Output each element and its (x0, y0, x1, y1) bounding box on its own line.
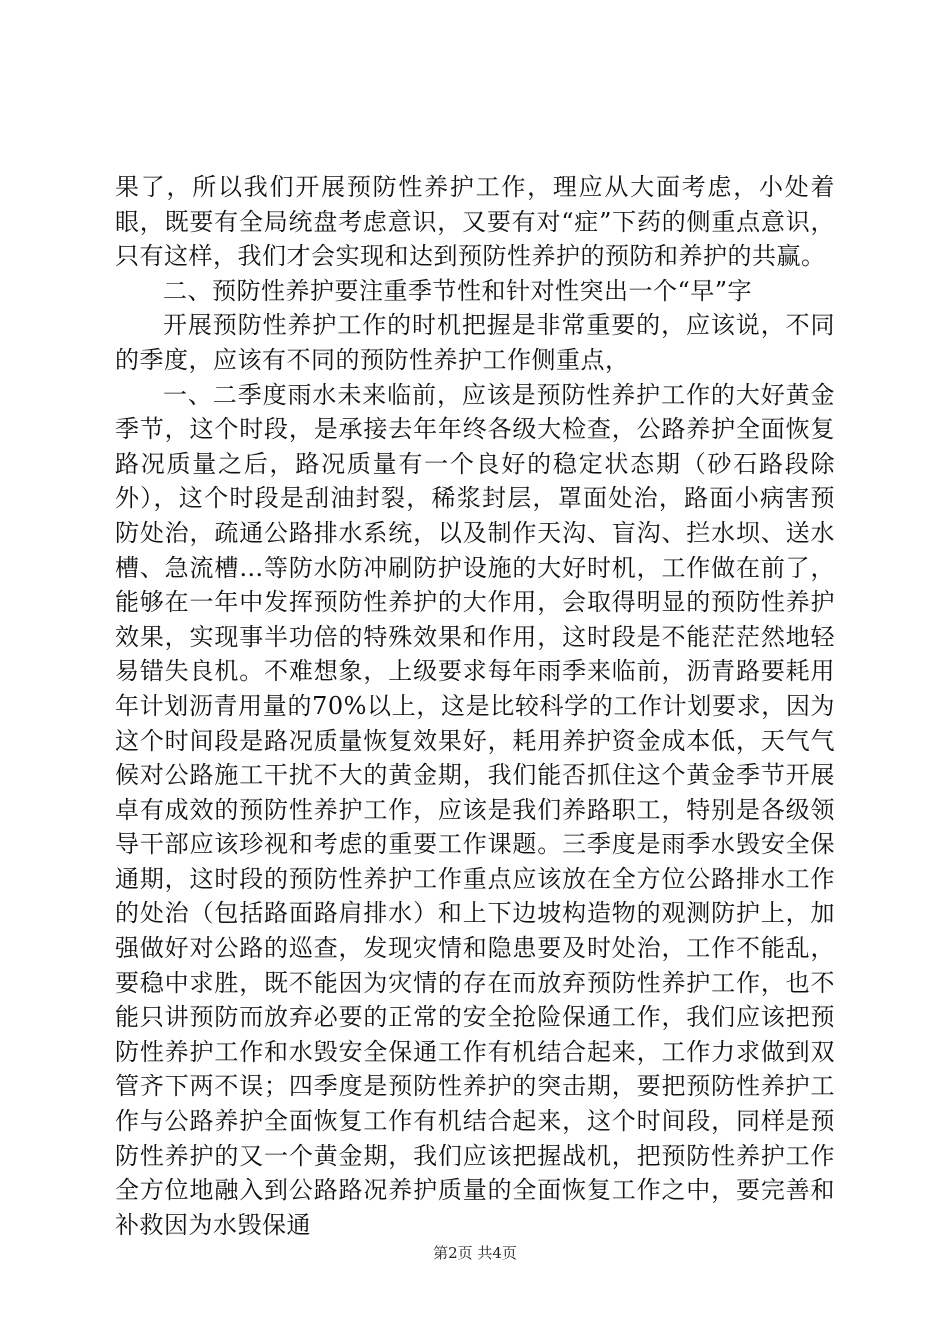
document-body (115, 170, 835, 1242)
paragraph-2: 开展预防性养护工作的时机把握是非常重要的，应该说，不同的季度，应该有不同的预防性养护工作侧重点， (115, 311, 835, 374)
paragraph-3: 一、二季度雨水未来临前，应该是预防性养护工作的大好黄金季节，这个时段，是承接去年年终各级大检查，公路养护全面恢复路况质量之后，路况质量有一个良好的稳定状态期（砂石路段除外），这个时段是刮油封裂，稀浆封层，罩面处治，路面小病害预防处治，疏通公路排水系统，以及制作天沟、盲沟、拦水坝、送水槽、急流槽…等防水防冲刷防护设施的大好时机，工作做在前了，能够在一年中发挥预防性养护的大作用，会取得明显的预防性养护效果，实现事半功倍的特殊效果和作用，这时段是不能茫茫然地轻易错失良机。不难想象，上级要求每年雨季来临前，沥青路要耗用年计划沥青用量的70%以上，这是比较科学的工作计划要求，因为这个时间段是路况质量恢复效果好，耗用养护资金成本低，天气气候对公路施工干扰不大的黄金期，我们能否抓住这个黄金季节开展卓有成效的预防性养护工作，应该是我们养路职工，特别是各级领导干部应该珍视和考虑的重要工作课题。三季度是雨季水毁安全保通期，这时段的预防性养护工作重点应该放在全方位公路排水工作的处治（包括路面路肩排水）和上下边坡构造物的观测防护上，加强做好对公路的巡查，发现灾情和隐患要及时处治，工作不能乱，要稳中求胜，既不能因为灾情的存在而放弃预防性养护工作，也不能只讲预防而放弃必要的正常的安全抢险保通工作，我们应该把预防性养护工作和水毁安全保通工作有机结合起来，工作力求做到双管齐下两不误；四季度是预防性养护的突击期，要把预防性养护工作与公路养护全面恢复工作有机结合起来，这个时间段，同样是预防性养护的又一个黄金期，我们应该把握战机，把预防性养护工作全方位地融入到公路路况养护质量的全面恢复工作之中，要完善和补救因为水毁保通 (115, 380, 835, 1239)
page-number-footer: 第2页 共4页 (433, 1244, 517, 1262)
paragraph-1: 果了，所以我们开展预防性养护工作，理应从大面考虑，小处着眼，既要有全局统盘考虑意识，又要有对“症”下药的侧重点意识，只有这样，我们才会实现和达到预防性养护的预防和养护的共赢。 (115, 173, 835, 271)
section-heading: 二、预防性养护要注重季节性和针对性突出一个“早”字 (163, 276, 753, 305)
